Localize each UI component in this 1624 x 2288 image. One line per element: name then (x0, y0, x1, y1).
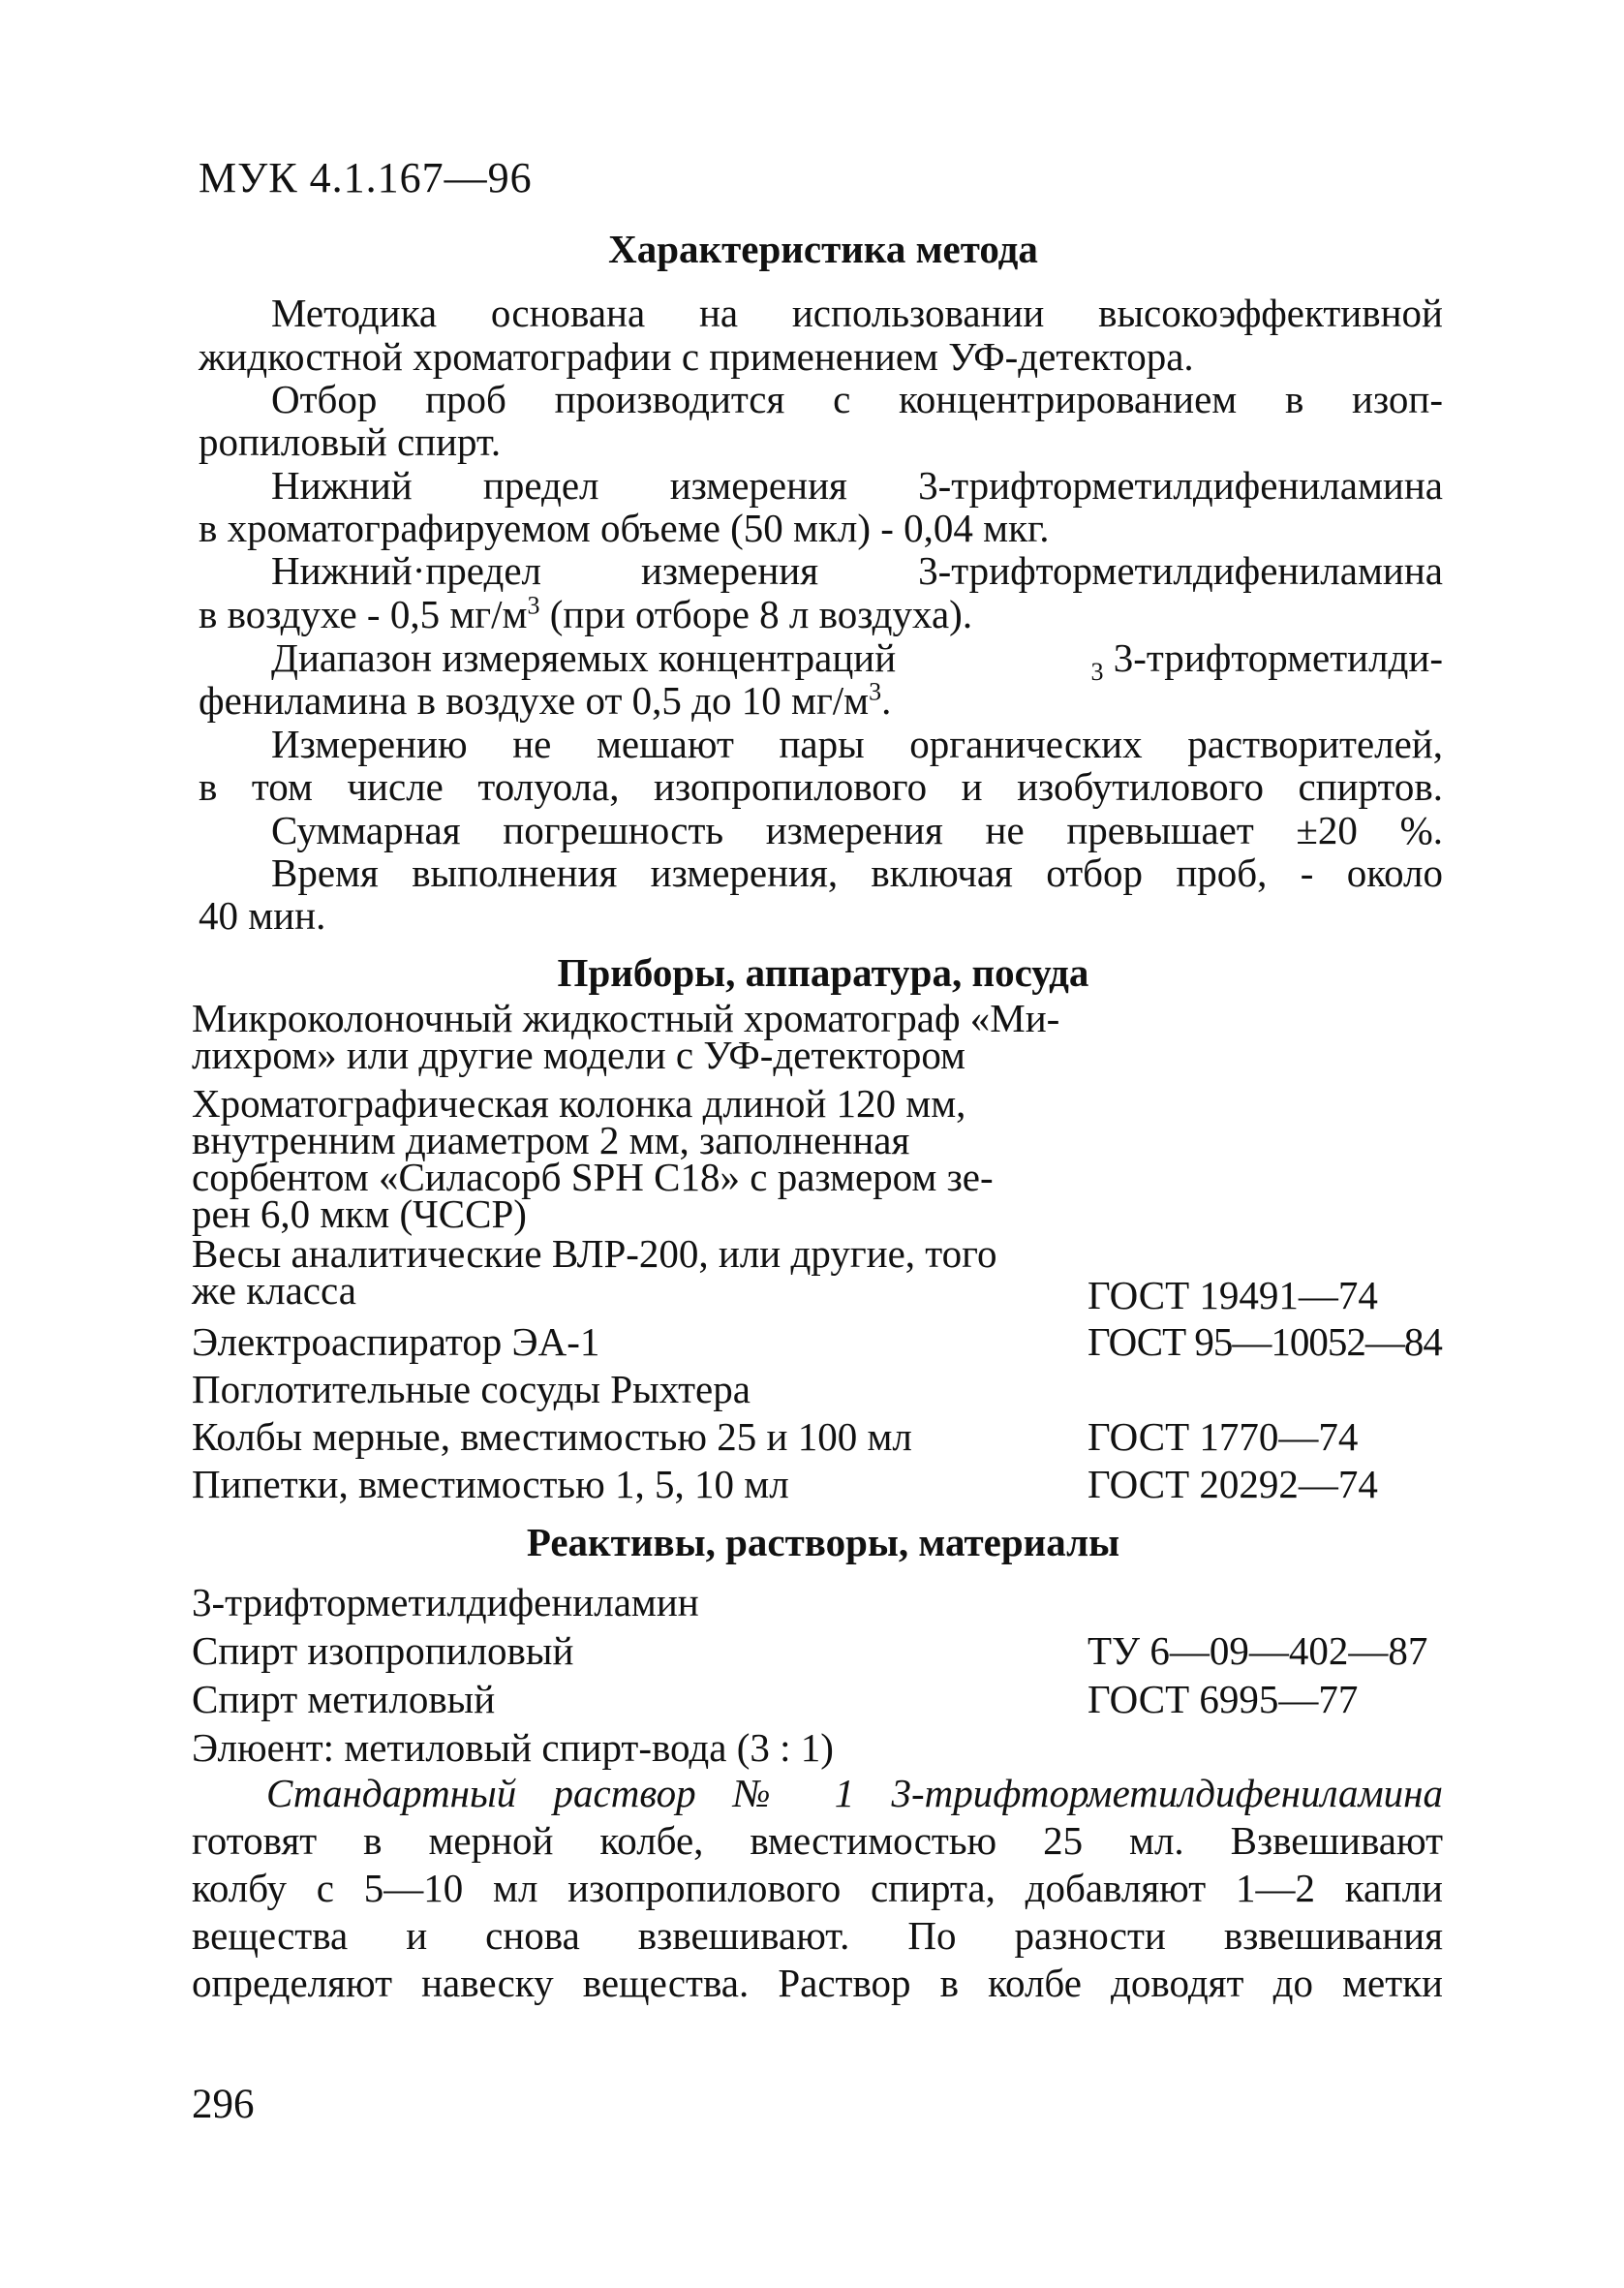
method-p5-line2 (199, 678, 891, 723)
method-p5-line2-b: . (881, 678, 892, 723)
equipment-item-aspirator: Электроаспиратор ЭА-1 (192, 1319, 600, 1364)
equipment-line: лихром» или другие модели с УФ-детектором (192, 1033, 965, 1077)
method-p4-line2-b: (при отборе 8 л воздуха). (539, 592, 973, 636)
equipment-item-scales (192, 1231, 997, 1313)
method-p5-line1-b-wrap (1090, 635, 1443, 687)
method-p6-line1: Измерению не мешают пары органических растворителей, (271, 722, 1443, 766)
equipment-line: рен 6,0 мкм (ЧССР) (192, 1191, 527, 1236)
reagent-standard: ТУ 6—09—402—87 (1088, 1628, 1428, 1673)
reagent-item: Элюент: метиловый спирт-вода (3 : 1) (192, 1725, 834, 1770)
superscript-3: 3 (869, 677, 882, 706)
document-code-header: МУК 4.1.167—96 (199, 154, 533, 201)
equipment-standard: ГОСТ 95—10052—84 (1088, 1319, 1442, 1364)
section-title-reagents: Реактивы, растворы, материалы (526, 1520, 1120, 1564)
equipment-item-chromatograph (192, 996, 1060, 1077)
method-p6-line2: в том числе толуола, изопропилового и изобутилового спиртов. (199, 764, 1443, 809)
equipment-item-pipettes: Пипетки, вместимостью 1, 5, 10 мл (192, 1462, 789, 1506)
section-title-method: Характеристика метода (608, 227, 1038, 271)
subscript-3: 3 (1090, 658, 1104, 687)
reagent-standard: ГОСТ 6995—77 (1088, 1677, 1359, 1721)
method-p3-line1: Нижний предел измерения 3-трифторметилдифениламина (271, 463, 1443, 508)
equipment-line: Микроколоночный жидкостный хроматограф «Ми- (192, 996, 1060, 1040)
equipment-standard: ГОСТ 20292—74 (1088, 1462, 1378, 1506)
equipment-line: сорбентом «Силасорб SPH С18» с размером зе- (192, 1155, 994, 1199)
superscript-3: 3 (527, 591, 540, 620)
reagent-item: 3-трифторметилдифениламин (192, 1580, 699, 1624)
method-p4-line2 (199, 592, 972, 636)
method-p7-line1: Суммарная погрешность измерения не превышает ±20 %. (271, 808, 1443, 852)
method-p8-line2: 40 мин. (199, 893, 326, 938)
equipment-standard: ГОСТ 19491—74 (1088, 1273, 1378, 1317)
equipment-item-column (192, 1081, 994, 1236)
equipment-line: же класса (192, 1268, 356, 1313)
method-p3-line2: в хроматографируемом объеме (50 мкл) - 0,04 мкг. (199, 506, 1050, 550)
method-p5-line2-a: фениламина в воздухе от 0,5 до 10 мг/м (199, 678, 870, 723)
method-p5-line1-b: 3-трифторметилди- (1103, 635, 1443, 680)
method-p1-line1: Методика основана на использовании высокоэффективной (271, 291, 1443, 335)
standard-solution-line: вещества и снова взвешивают. По разности взвешивания (192, 1913, 1443, 1958)
equipment-line: Хроматографическая колонка длиной 120 мм, (192, 1081, 966, 1126)
method-p8-line1: Время выполнения измерения, включая отбор проб, - около (271, 850, 1443, 895)
standard-solution-line: готовят в мерной колбе, вместимостью 25 мл. Взвешивают (192, 1818, 1443, 1863)
method-p5-line1-a: Диапазон измеряемых концентраций (271, 635, 897, 680)
equipment-item-flasks: Колбы мерные, вместимостью 25 и 100 мл (192, 1414, 912, 1459)
equipment-line: Весы аналитические ВЛР-200, или другие, того (192, 1231, 997, 1276)
page-number: 296 (192, 2082, 255, 2127)
equipment-line: внутренним диаметром 2 мм, заполненная (192, 1118, 910, 1162)
reagent-item: Спирт метиловый (192, 1677, 496, 1721)
standard-solution-title: Стандартный раствор № 1 3-трифторметилдифениламина (266, 1771, 1443, 1815)
standard-solution-line: колбу с 5—10 мл изопропилового спирта, добавляют 1—2 капли (192, 1866, 1443, 1910)
method-p2-line1: Отбор проб производится с концентрированием в изоп- (271, 377, 1443, 421)
equipment-item-absorbers: Поглотительные сосуды Рыхтера (192, 1367, 751, 1411)
method-p4-line1: Нижний·предел измерения 3-трифторметилдифениламина (271, 548, 1443, 593)
standard-solution-line: определяют навеску вещества. Раствор в колбе доводят до метки (192, 1961, 1443, 2005)
method-p5-line1 (271, 635, 1443, 687)
equipment-standard: ГОСТ 1770—74 (1088, 1414, 1359, 1459)
section-title-equipment: Приборы, аппаратура, посуда (557, 950, 1089, 995)
method-p1-line2: жидкостной хроматографии с применением УФ-детектора. (199, 334, 1194, 379)
reagent-item: Спирт изопропиловый (192, 1628, 574, 1673)
method-p2-line2: ропиловый спирт. (199, 419, 502, 464)
method-p4-line2-a: в воздухе - 0,5 мг/м (199, 592, 528, 636)
